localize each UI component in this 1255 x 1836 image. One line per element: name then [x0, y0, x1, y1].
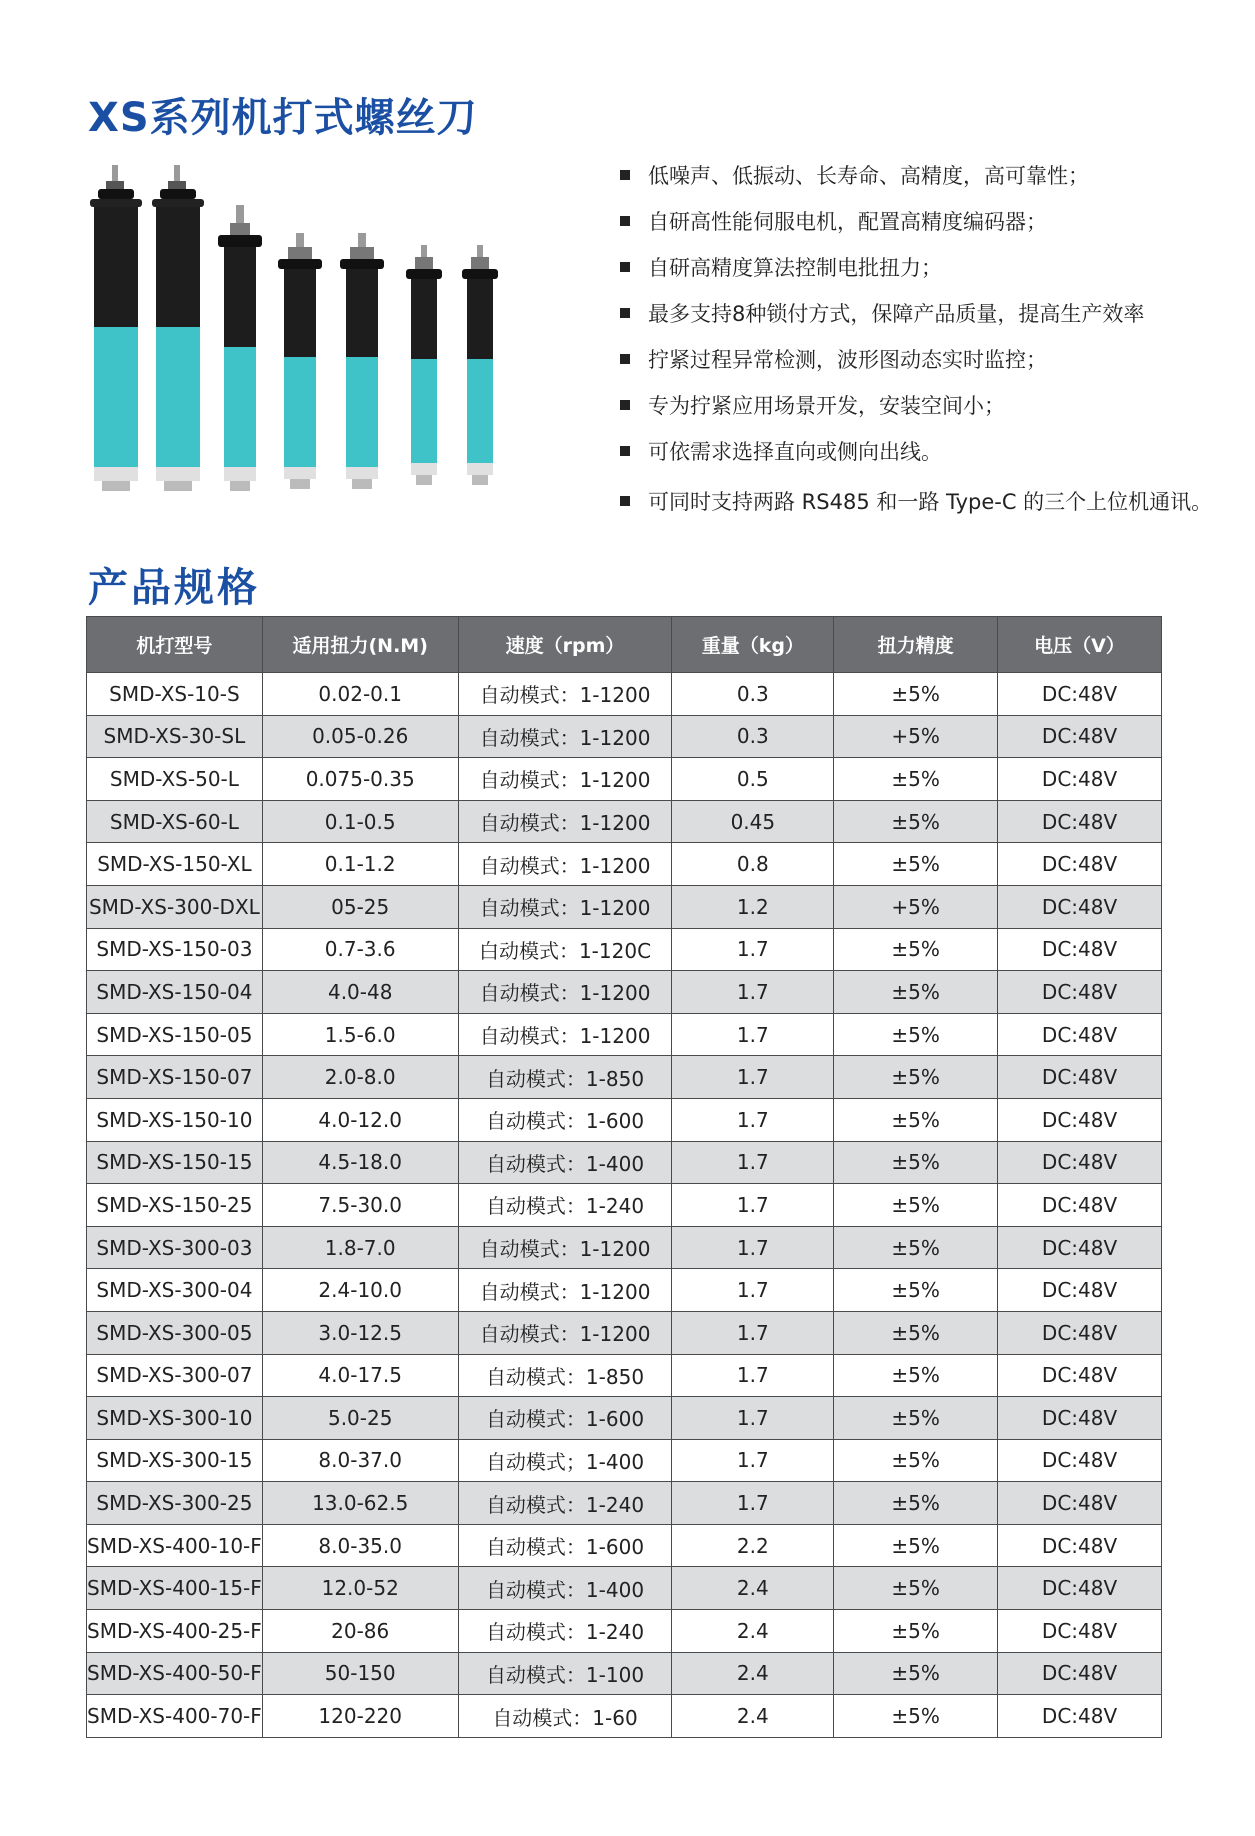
cell-model: SMD-XS-50-L	[87, 758, 263, 801]
feature-list	[620, 152, 1212, 524]
cell-weight: 2.4	[672, 1610, 834, 1653]
cell-voltage: DC:48V	[998, 1226, 1162, 1269]
cell-speed: 自动模式：1-1200	[458, 1013, 672, 1056]
cell-model: SMD-XS-150-25	[87, 1184, 263, 1227]
cell-voltage: DC:48V	[998, 1098, 1162, 1141]
cell-voltage: DC:48V	[998, 1354, 1162, 1397]
cell-weight: 1.7	[672, 1056, 834, 1099]
header-model: 机打型号	[87, 617, 263, 673]
feature-item: 拧紧过程异常检测，波形图动态实时监控；	[620, 336, 1212, 382]
cell-accuracy: ±5%	[834, 1311, 998, 1354]
cell-speed: 自动模式：1-1200	[458, 1226, 672, 1269]
cell-speed: 自动模式：1-1200	[458, 673, 672, 716]
bullet-square-icon	[620, 496, 630, 506]
cell-model: SMD-XS-150-05	[87, 1013, 263, 1056]
cell-accuracy: ±5%	[834, 928, 998, 971]
cell-accuracy: ±5%	[834, 1269, 998, 1312]
cell-speed: 自动模式：1-60	[458, 1695, 672, 1738]
cell-accuracy: ±5%	[834, 1567, 998, 1610]
cell-voltage: DC:48V	[998, 1311, 1162, 1354]
cell-accuracy: ±5%	[834, 673, 998, 716]
spec-table	[86, 616, 1162, 1738]
screwdriver-icon	[218, 205, 262, 491]
feature-item: 专为拧紧应用场景开发，安装空间小；	[620, 382, 1212, 428]
feature-item: 低噪声、低振动、长寿命、高精度，高可靠性；	[620, 152, 1212, 198]
feature-item: 自研高性能伺服电机，配置高精度编码器；	[620, 198, 1212, 244]
cell-weight: 2.4	[672, 1695, 834, 1738]
table-row	[87, 1524, 1162, 1567]
bullet-square-icon	[620, 308, 630, 318]
cell-weight: 1.7	[672, 1482, 834, 1525]
cell-weight: 1.7	[672, 1311, 834, 1354]
cell-voltage: DC:48V	[998, 1056, 1162, 1099]
cell-torque: 05-25	[262, 885, 458, 928]
header-accuracy: 扭力精度	[834, 617, 998, 673]
bullet-square-icon	[620, 400, 630, 410]
cell-voltage: DC:48V	[998, 1567, 1162, 1610]
table-row	[87, 673, 1162, 716]
cell-voltage: DC:48V	[998, 928, 1162, 971]
cell-weight: 2.4	[672, 1652, 834, 1695]
cell-speed: 自动模式：1-1200	[458, 971, 672, 1014]
cell-torque: 8.0-35.0	[262, 1524, 458, 1567]
cell-weight: 1.7	[672, 1013, 834, 1056]
cell-speed: 自动模式：1-240	[458, 1482, 672, 1525]
product-image	[90, 165, 570, 500]
table-row	[87, 1567, 1162, 1610]
cell-accuracy: +5%	[834, 885, 998, 928]
bullet-square-icon	[620, 354, 630, 364]
cell-weight: 0.3	[672, 673, 834, 716]
cell-weight: 1.7	[672, 1184, 834, 1227]
cell-model: SMD-XS-400-15-F	[87, 1567, 263, 1610]
cell-model: SMD-XS-150-XL	[87, 843, 263, 886]
cell-voltage: DC:48V	[998, 971, 1162, 1014]
table-row	[87, 971, 1162, 1014]
cell-weight: 1.2	[672, 885, 834, 928]
table-header-row	[87, 617, 1162, 673]
cell-voltage: DC:48V	[998, 1184, 1162, 1227]
cell-voltage: DC:48V	[998, 1269, 1162, 1312]
cell-weight: 1.7	[672, 1269, 834, 1312]
table-row	[87, 1610, 1162, 1653]
cell-model: SMD-XS-300-07	[87, 1354, 263, 1397]
cell-weight: 0.45	[672, 800, 834, 843]
table-row	[87, 1269, 1162, 1312]
table-row	[87, 1098, 1162, 1141]
cell-torque: 13.0-62.5	[262, 1482, 458, 1525]
cell-accuracy: ±5%	[834, 1013, 998, 1056]
cell-voltage: DC:48V	[998, 715, 1162, 758]
cell-speed: 自动模式：1-240	[458, 1184, 672, 1227]
feature-item: 最多支持8种锁付方式，保障产品质量，提高生产效率	[620, 290, 1212, 336]
cell-torque: 20-86	[262, 1610, 458, 1653]
cell-voltage: DC:48V	[998, 1695, 1162, 1738]
table-row	[87, 800, 1162, 843]
cell-speed: 自动模式：1-600	[458, 1098, 672, 1141]
table-row	[87, 758, 1162, 801]
cell-torque: 0.1-1.2	[262, 843, 458, 886]
table-row	[87, 1695, 1162, 1738]
cell-accuracy: ±5%	[834, 843, 998, 886]
table-row	[87, 1013, 1162, 1056]
cell-torque: 2.4-10.0	[262, 1269, 458, 1312]
cell-voltage: DC:48V	[998, 1524, 1162, 1567]
bullet-square-icon	[620, 446, 630, 456]
table-row	[87, 1056, 1162, 1099]
cell-model: SMD-XS-300-05	[87, 1311, 263, 1354]
cell-model: SMD-XS-300-DXL	[87, 885, 263, 928]
cell-voltage: DC:48V	[998, 1141, 1162, 1184]
screwdriver-icon	[406, 245, 442, 485]
cell-speed: 自动模式：1-1200	[458, 1269, 672, 1312]
cell-model: SMD-XS-300-10	[87, 1397, 263, 1440]
cell-model: SMD-XS-300-15	[87, 1439, 263, 1482]
cell-torque: 0.1-0.5	[262, 800, 458, 843]
cell-accuracy: +5%	[834, 715, 998, 758]
cell-speed: 自动模式：1-600	[458, 1397, 672, 1440]
cell-accuracy: ±5%	[834, 800, 998, 843]
table-row	[87, 1184, 1162, 1227]
cell-model: SMD-XS-400-10-F	[87, 1524, 263, 1567]
table-row	[87, 1354, 1162, 1397]
cell-torque: 50-150	[262, 1652, 458, 1695]
cell-weight: 2.2	[672, 1524, 834, 1567]
cell-accuracy: ±5%	[834, 758, 998, 801]
table-row	[87, 1652, 1162, 1695]
feature-item: 可依需求选择直向或侧向出线。	[620, 428, 1212, 474]
page-title: XS系列机打式螺丝刀	[88, 95, 478, 141]
cell-accuracy: ±5%	[834, 1184, 998, 1227]
cell-torque: 1.8-7.0	[262, 1226, 458, 1269]
cell-model: SMD-XS-150-03	[87, 928, 263, 971]
screwdriver-icon	[152, 165, 204, 491]
bullet-square-icon	[620, 170, 630, 180]
cell-voltage: DC:48V	[998, 1482, 1162, 1525]
cell-model: SMD-XS-400-25-F	[87, 1610, 263, 1653]
header-torque: 适用扭力(N.M)	[262, 617, 458, 673]
table-row	[87, 843, 1162, 886]
cell-torque: 3.0-12.5	[262, 1311, 458, 1354]
cell-torque: 0.7-3.6	[262, 928, 458, 971]
cell-weight: 1.7	[672, 1141, 834, 1184]
cell-model: SMD-XS-400-70-F	[87, 1695, 263, 1738]
section-title-specs: 产品规格	[88, 565, 260, 611]
cell-weight: 0.5	[672, 758, 834, 801]
cell-accuracy: ±5%	[834, 1524, 998, 1567]
cell-weight: 2.4	[672, 1567, 834, 1610]
cell-model: SMD-XS-150-15	[87, 1141, 263, 1184]
cell-accuracy: ±5%	[834, 1226, 998, 1269]
cell-torque: 12.0-52	[262, 1567, 458, 1610]
cell-speed: 自动模式：1-100	[458, 1652, 672, 1695]
cell-voltage: DC:48V	[998, 1610, 1162, 1653]
cell-weight: 1.7	[672, 1439, 834, 1482]
header-weight: 重量（kg）	[672, 617, 834, 673]
cell-weight: 1.7	[672, 928, 834, 971]
cell-accuracy: ±5%	[834, 1098, 998, 1141]
cell-accuracy: ±5%	[834, 1056, 998, 1099]
cell-speed: 自动模式：1-1200	[458, 885, 672, 928]
cell-voltage: DC:48V	[998, 673, 1162, 716]
cell-speed: 自动模式：1-1200	[458, 715, 672, 758]
cell-torque: 0.075-0.35	[262, 758, 458, 801]
cell-model: SMD-XS-60-L	[87, 800, 263, 843]
cell-speed: 自动模式：1-1200	[458, 843, 672, 886]
cell-weight: 1.7	[672, 1397, 834, 1440]
cell-accuracy: ±5%	[834, 1439, 998, 1482]
header-speed: 速度（rpm）	[458, 617, 672, 673]
cell-torque: 4.0-17.5	[262, 1354, 458, 1397]
table-row	[87, 885, 1162, 928]
cell-accuracy: ±5%	[834, 1397, 998, 1440]
cell-model: SMD-XS-150-07	[87, 1056, 263, 1099]
cell-accuracy: ±5%	[834, 1652, 998, 1695]
screwdriver-icon	[340, 233, 384, 489]
cell-speed: 自动模式：1-1200	[458, 758, 672, 801]
screwdriver-icon	[462, 245, 498, 485]
cell-speed: 自动模式；1-400	[458, 1439, 672, 1482]
table-row	[87, 1482, 1162, 1525]
cell-weight: 1.7	[672, 1226, 834, 1269]
header-voltage: 电压（V）	[998, 617, 1162, 673]
feature-item: 可同时支持两路 RS485 和一路 Type-C 的三个上位机通讯。	[620, 478, 1212, 524]
cell-accuracy: ±5%	[834, 1354, 998, 1397]
screwdriver-icon	[278, 233, 322, 489]
cell-accuracy: ±5%	[834, 1141, 998, 1184]
cell-voltage: DC:48V	[998, 1397, 1162, 1440]
feature-item: 自研高精度算法控制电批扭力；	[620, 244, 1212, 290]
cell-model: SMD-XS-150-04	[87, 971, 263, 1014]
cell-torque: 7.5-30.0	[262, 1184, 458, 1227]
table-row	[87, 928, 1162, 971]
cell-torque: 4.5-18.0	[262, 1141, 458, 1184]
cell-torque: 4.0-12.0	[262, 1098, 458, 1141]
table-row	[87, 1311, 1162, 1354]
cell-speed: 自动模式：1-850	[458, 1056, 672, 1099]
cell-weight: 0.3	[672, 715, 834, 758]
cell-weight: 1.7	[672, 1354, 834, 1397]
cell-voltage: DC:48V	[998, 843, 1162, 886]
cell-speed: 自动模式：1-1200	[458, 1311, 672, 1354]
cell-weight: 1.7	[672, 971, 834, 1014]
cell-model: SMD-XS-400-50-F	[87, 1652, 263, 1695]
cell-voltage: DC:48V	[998, 1652, 1162, 1695]
cell-accuracy: ±5%	[834, 971, 998, 1014]
cell-model: SMD-XS-10-S	[87, 673, 263, 716]
table-row	[87, 1439, 1162, 1482]
cell-voltage: DC:48V	[998, 758, 1162, 801]
cell-voltage: DC:48V	[998, 1439, 1162, 1482]
table-row	[87, 715, 1162, 758]
cell-speed: 自动模式：1-400	[458, 1567, 672, 1610]
cell-model: SMD-XS-30-SL	[87, 715, 263, 758]
cell-voltage: DC:48V	[998, 800, 1162, 843]
cell-torque: 2.0-8.0	[262, 1056, 458, 1099]
cell-accuracy: ±5%	[834, 1610, 998, 1653]
cell-torque: 8.0-37.0	[262, 1439, 458, 1482]
cell-torque: 5.0-25	[262, 1397, 458, 1440]
cell-model: SMD-XS-300-25	[87, 1482, 263, 1525]
cell-model: SMD-XS-300-04	[87, 1269, 263, 1312]
cell-voltage: DC:48V	[998, 885, 1162, 928]
cell-speed: 白动模式：1-120C	[458, 928, 672, 971]
cell-weight: 1.7	[672, 1098, 834, 1141]
cell-accuracy: ±5%	[834, 1695, 998, 1738]
cell-torque: 120-220	[262, 1695, 458, 1738]
screwdriver-icon	[90, 165, 142, 491]
table-row	[87, 1141, 1162, 1184]
cell-speed: 自动模式：1-850	[458, 1354, 672, 1397]
cell-torque: 4.0-48	[262, 971, 458, 1014]
cell-model: SMD-XS-150-10	[87, 1098, 263, 1141]
table-row	[87, 1226, 1162, 1269]
cell-torque: 0.02-0.1	[262, 673, 458, 716]
cell-weight: 0.8	[672, 843, 834, 886]
cell-torque: 1.5-6.0	[262, 1013, 458, 1056]
bullet-square-icon	[620, 262, 630, 272]
cell-speed: 自动模式：1-1200	[458, 800, 672, 843]
cell-speed: 自动模式：1-240	[458, 1610, 672, 1653]
cell-speed: 自动模式：1-400	[458, 1141, 672, 1184]
cell-model: SMD-XS-300-03	[87, 1226, 263, 1269]
cell-torque: 0.05-0.26	[262, 715, 458, 758]
bullet-square-icon	[620, 216, 630, 226]
cell-voltage: DC:48V	[998, 1013, 1162, 1056]
table-row	[87, 1397, 1162, 1440]
cell-speed: 自动模式：1-600	[458, 1524, 672, 1567]
cell-accuracy: ±5%	[834, 1482, 998, 1525]
